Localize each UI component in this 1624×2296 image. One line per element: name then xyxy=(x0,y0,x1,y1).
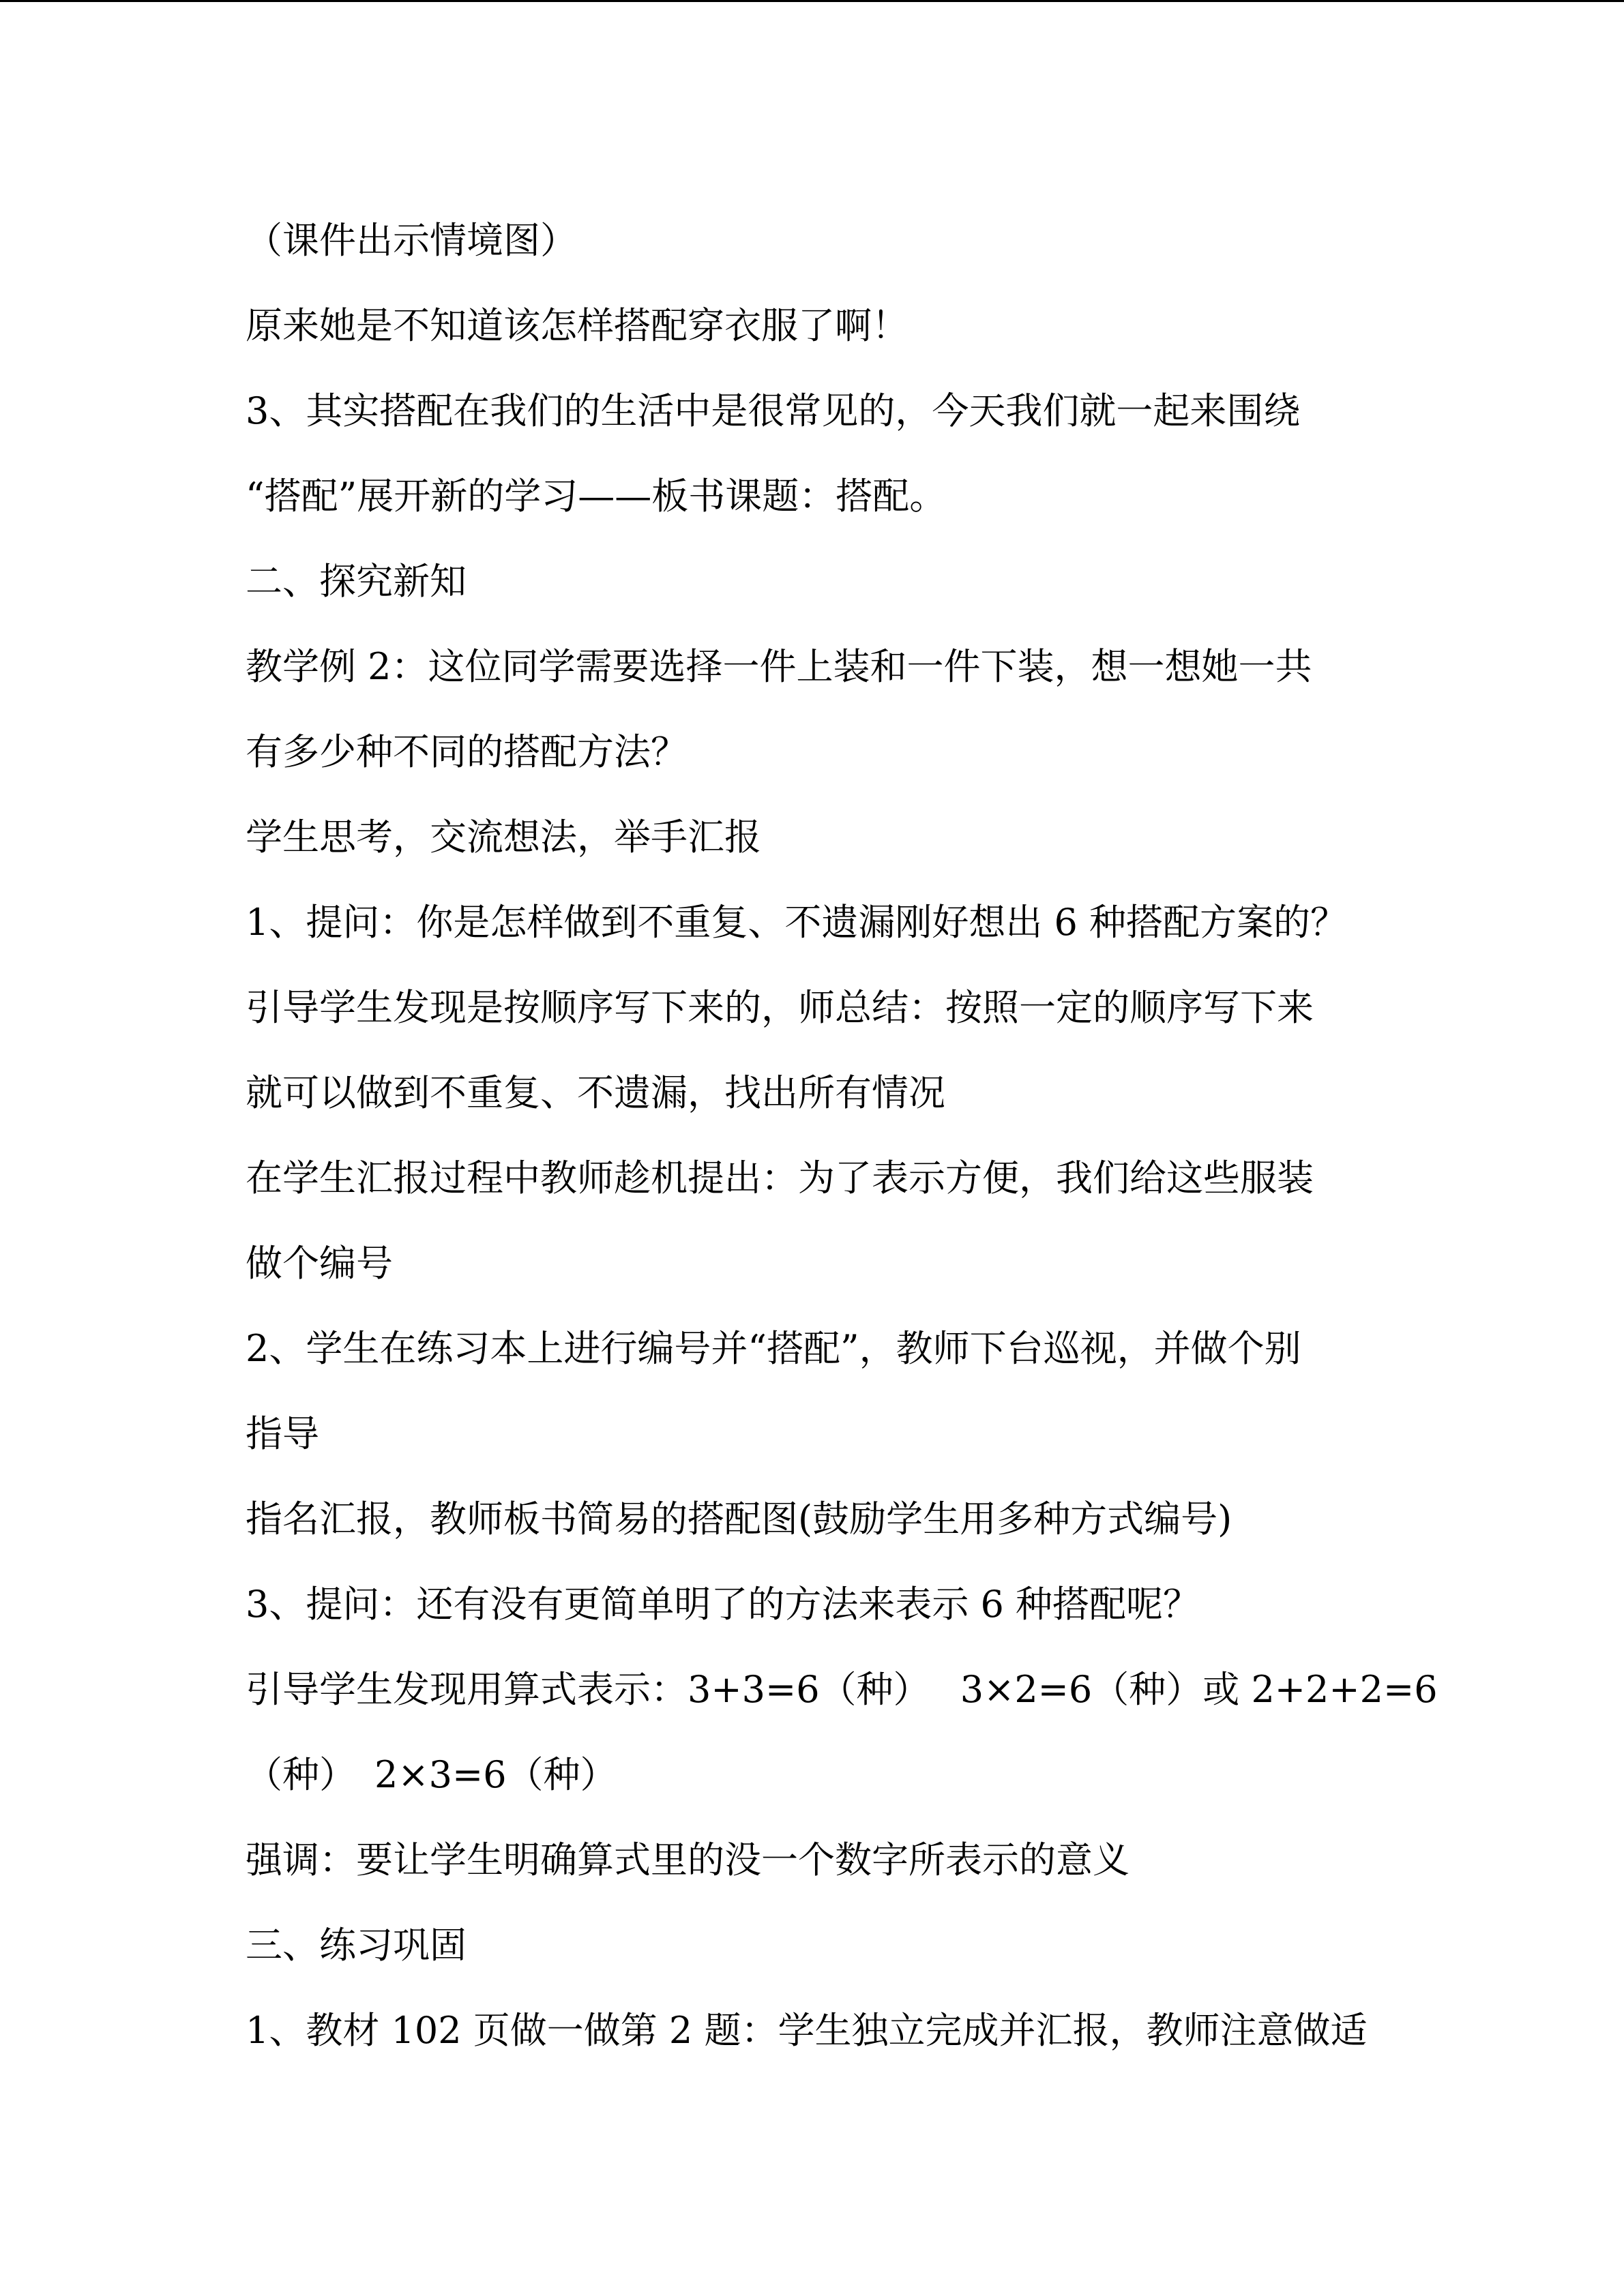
text-line: 原来她是不知道该怎样搭配穿衣服了啊！ xyxy=(246,304,909,347)
text-line: 教学例 2：这位同学需要选择一件上装和一件下装，想一想她一共 xyxy=(246,645,1312,688)
section-heading: 二、探究新知 xyxy=(246,560,467,603)
text-line: 学生思考，交流想法，举手汇报 xyxy=(246,816,761,859)
text-line: 2、学生在练习本上进行编号并“搭配”，教师下台巡视，并做个别 xyxy=(246,1327,1301,1370)
formula-line: 引导学生发现用算式表示：3+3=6（种） 3×2=6（种）或 2+2+2=6 xyxy=(246,1668,1438,1711)
courseware-note: （课件出示情境图） xyxy=(246,219,577,262)
text-line: 1、教材 102 页做一做第 2 题：学生独立完成并汇报，教师注意做适 xyxy=(246,2009,1368,2052)
text-line: 3、提问：还有没有更简单明了的方法来表示 6 种搭配呢？ xyxy=(246,1583,1200,1626)
text-line: 就可以做到不重复、不遗漏，找出所有情况 xyxy=(246,1071,945,1114)
text-line: 3、其实搭配在我们的生活中是很常见的，今天我们就一起来围绕 xyxy=(246,389,1301,432)
text-line: 有多少种不同的搭配方法？ xyxy=(246,730,688,773)
text-line: 强调：要让学生明确算式里的没一个数字所表示的意义 xyxy=(246,1838,1130,1881)
text-line: “搭配”展开新的学习——板书课题：搭配。 xyxy=(246,475,947,518)
text-line: 在学生汇报过程中教师趁机提出：为了表示方便，我们给这些服装 xyxy=(246,1157,1314,1199)
document-body xyxy=(246,213,1438,2089)
text-line: 指导 xyxy=(246,1412,319,1455)
text-line: 指名汇报，教师板书简易的搭配图(鼓励学生用多种方式编号) xyxy=(246,1497,1232,1540)
text-line: 做个编号 xyxy=(246,1242,393,1285)
text-line: 1、提问：你是怎样做到不重复、不遗漏刚好想出 6 种搭配方案的？ xyxy=(246,901,1348,944)
formula-line: （种） 2×3=6（种） xyxy=(246,1753,617,1796)
text-line: 引导学生发现是按顺序写下来的，师总结：按照一定的顺序写下来 xyxy=(246,986,1314,1029)
section-heading: 三、练习巩固 xyxy=(246,1924,467,1967)
